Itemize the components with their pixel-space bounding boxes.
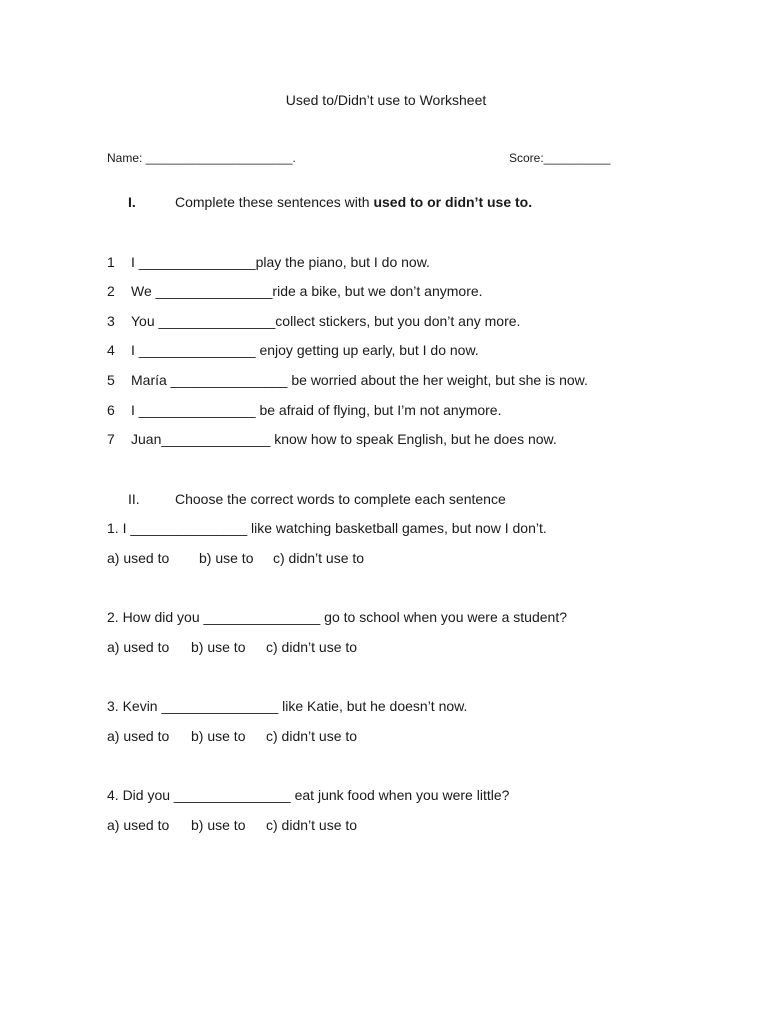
- question-text: 1. I _______________ like watching basketball games, but now I don’t.: [107, 520, 547, 536]
- option-c: c) didn’t use to: [266, 728, 358, 744]
- item-number: 7: [107, 431, 115, 447]
- item-sentence: Juan______________ know how to speak English, but he does now.: [131, 431, 557, 447]
- item-number: 6: [107, 402, 115, 418]
- score-field: Score:__________: [509, 151, 611, 165]
- section-1-instruction: [175, 194, 532, 210]
- name-field: Name: ______________________.: [107, 151, 296, 165]
- option-a: a) used to: [107, 550, 170, 566]
- option-c: c) didn’t use to: [273, 550, 365, 566]
- option-a: a) used to: [107, 728, 170, 744]
- item-sentence: We _______________ride a bike, but we don’t anymore.: [131, 283, 483, 299]
- item-sentence: I _______________play the piano, but I do now.: [131, 254, 430, 270]
- section-1-instruction-prefix: Complete these sentences with: [175, 194, 374, 210]
- item-number: 4: [107, 342, 115, 358]
- answer-options: [107, 728, 357, 744]
- option-c: c) didn’t use to: [266, 639, 358, 655]
- item-sentence: I _______________ be afraid of flying, but I’m not anymore.: [131, 402, 502, 418]
- option-b: b) use to: [191, 639, 246, 655]
- option-b: b) use to: [199, 550, 254, 566]
- item-number: 2: [107, 283, 115, 299]
- item-number: 3: [107, 313, 115, 329]
- answer-options: [107, 639, 357, 655]
- answer-options: [107, 817, 357, 833]
- worksheet-title: Used to/Didn’t use to Worksheet: [285, 92, 487, 108]
- option-a: a) used to: [107, 817, 170, 833]
- question-text: 3. Kevin _______________ like Katie, but he doesn’t now.: [107, 698, 468, 714]
- option-b: b) use to: [191, 817, 246, 833]
- item-sentence: I _______________ enjoy getting up early, but I do now.: [131, 342, 479, 358]
- section-2-instruction: Choose the correct words to complete each sentence: [175, 491, 506, 507]
- option-b: b) use to: [191, 728, 246, 744]
- option-a: a) used to: [107, 639, 170, 655]
- section-1-instruction-bold: used to or didn’t use to.: [373, 194, 533, 210]
- item-number: 5: [107, 372, 115, 388]
- item-sentence: You _______________collect stickers, but you don’t any more.: [131, 313, 521, 329]
- question-text: 2. How did you _______________ go to school when you were a student?: [107, 609, 568, 625]
- answer-options: [107, 550, 364, 566]
- section-2-numeral: II.: [128, 491, 140, 507]
- section-1-numeral: I.: [128, 194, 136, 210]
- item-number: 1: [107, 254, 115, 270]
- option-c: c) didn’t use to: [266, 817, 358, 833]
- item-sentence: María _______________ be worried about the her weight, but she is now.: [131, 372, 588, 388]
- question-text: 4. Did you _______________ eat junk food when you were little?: [107, 787, 510, 803]
